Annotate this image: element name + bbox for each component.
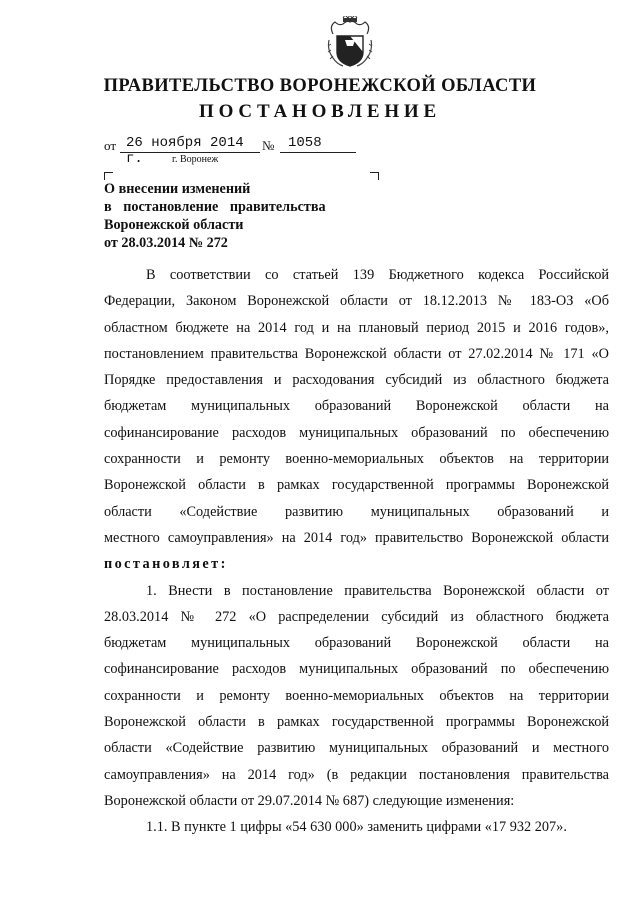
- subject-corner-right: [370, 172, 379, 180]
- resolves-keyword: постановляет:: [104, 556, 228, 573]
- item-1-1-line: 1.1. В пункте 1 цифры «54 630 000» заменить цифрами «17 932 207».: [146, 819, 567, 836]
- item-1-line: самоуправления» на 2014 год» (в редакции постановления правительства: [104, 766, 609, 783]
- item-1-line: Воронежской области от 29.07.2014 № 687) следующие изменения:: [104, 792, 515, 809]
- item-1-line: 1. Внести в постановление правительства Воронежской области от: [146, 582, 609, 599]
- preamble-line: областном бюджете на 2014 год и на плановый период 2015 и 2016 годов»,: [104, 319, 609, 336]
- document-body: [104, 262, 609, 841]
- subject-corner-left: [104, 172, 113, 180]
- item-1-line: области «Содействие развитию муниципальных образований и местного: [104, 740, 609, 757]
- item-1-line: сохранности и ремонту военно-мемориальных объектов на территории: [104, 687, 609, 704]
- item-1-line: бюджетам муниципальных образований Воронежской области на: [104, 635, 609, 652]
- document-date: 26 ноября 2014 г.: [120, 135, 260, 153]
- item-1-line: софинансирование расходов муниципальных образований по обеспечению: [104, 661, 609, 678]
- document-subject: [104, 180, 354, 252]
- document-type-title: ПОСТАНОВЛЕНИЕ: [199, 101, 441, 122]
- preamble-line: постановлением правительства Воронежской области от 27.02.2014 № 171 «О: [104, 345, 609, 362]
- preamble-line: местного самоуправления» на 2014 год» правительство Воронежской области: [104, 529, 609, 546]
- subject-line: О внесении изменений: [104, 181, 251, 197]
- preamble-line: софинансирование расходов муниципальных образований по обеспечению: [104, 424, 609, 441]
- preamble-line: Федерации, Законом Воронежской области от 18.12.2013 № 183-ОЗ «Об: [104, 293, 609, 310]
- number-prefix: №: [262, 138, 275, 153]
- preamble-line: Воронежской области в рамках государственной программы Воронежской: [104, 477, 609, 494]
- coat-of-arms-emblem: [323, 16, 377, 72]
- subject-line: от 28.03.2014 № 272: [104, 235, 228, 251]
- organization-title: ПРАВИТЕЛЬСТВО ВОРОНЕЖСКОЙ ОБЛАСТИ: [103, 76, 537, 96]
- preamble-line: В соответствии со статьей 139 Бюджетного кодекса Российской: [146, 267, 609, 283]
- date-prefix: от: [104, 138, 117, 153]
- item-1-line: 28.03.2014 № 272 «О распределении субсидий из областного бюджета: [104, 608, 609, 625]
- document-number: 1058: [280, 135, 356, 153]
- item-1-line: Воронежской области в рамках государственной программы Воронежской: [104, 714, 609, 731]
- subject-line: Воронежской области: [104, 217, 244, 233]
- city-label: г. Воронеж: [172, 154, 219, 165]
- subject-line: в постановление правительства: [104, 199, 326, 215]
- preamble-line: Порядке предоставления и расходования субсидий из областного бюджета: [104, 372, 609, 389]
- preamble-line: сохранности и ремонту военно-мемориальных объектов на территории: [104, 451, 609, 468]
- preamble-line: бюджетам муниципальных образований Воронежской области на: [104, 398, 609, 415]
- preamble-line: области «Содействие развитию муниципальных образований и: [104, 503, 609, 520]
